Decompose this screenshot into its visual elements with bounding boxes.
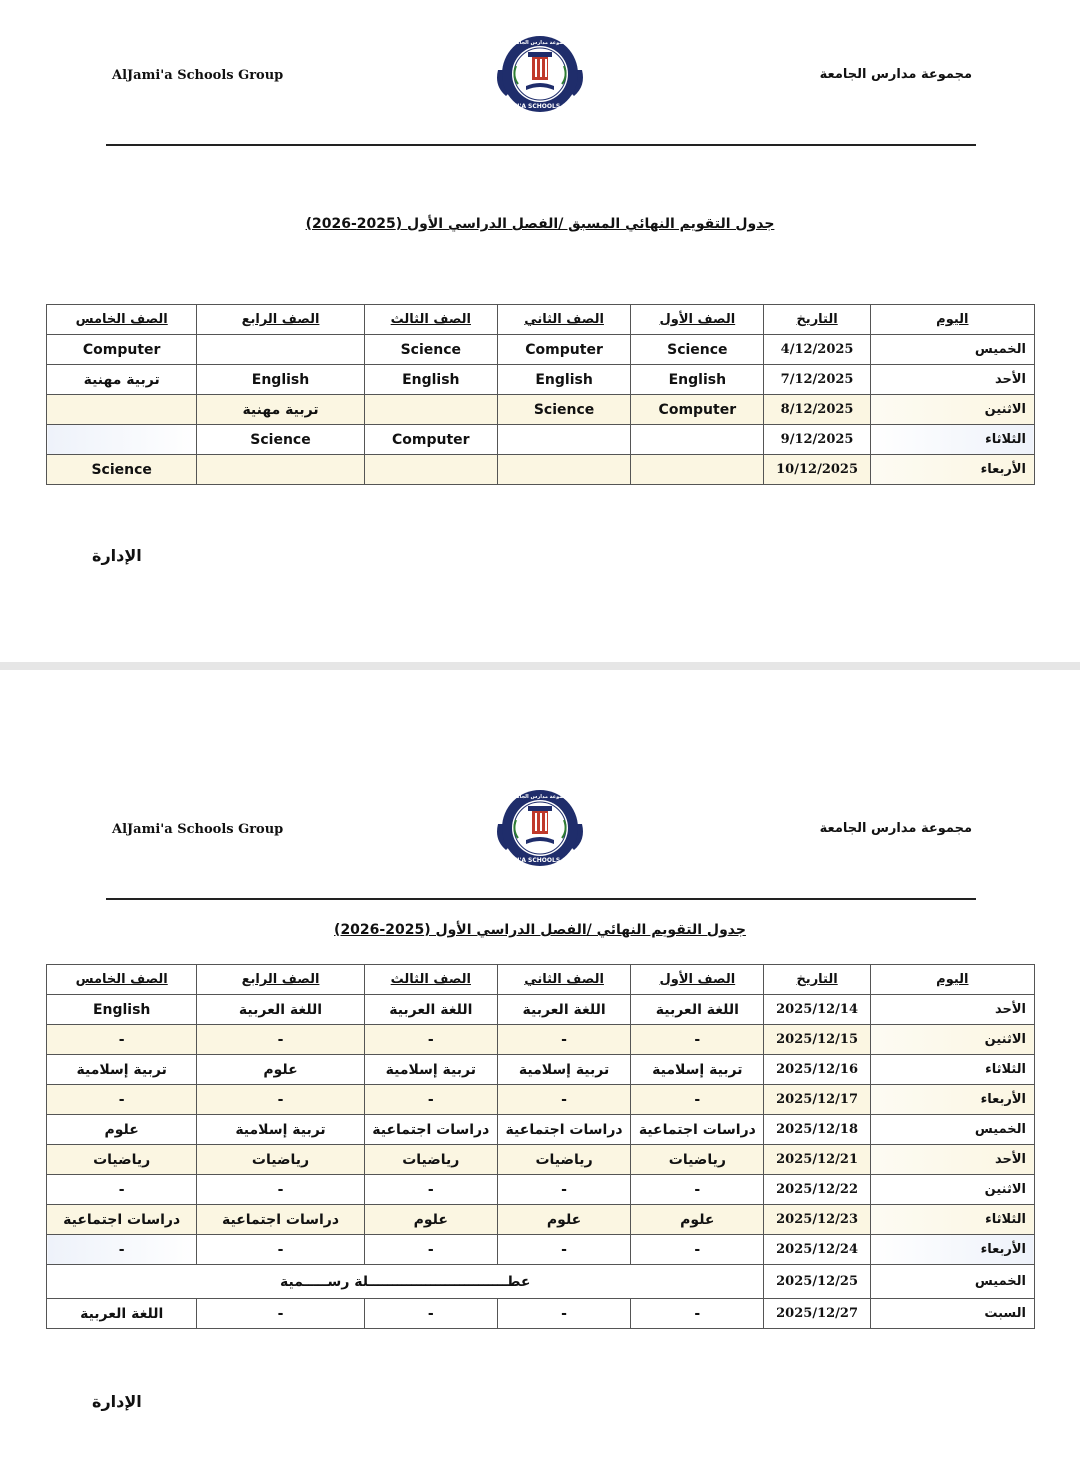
column-header: الصف الرابع [197, 965, 364, 995]
subject-cell: علوم [631, 1205, 764, 1235]
subject-cell: - [497, 1025, 630, 1055]
subject-cell: English [197, 365, 364, 395]
subject-cell: رياضيات [497, 1145, 630, 1175]
day-cell: الأربعاء [870, 1235, 1034, 1265]
column-header: التاريخ [764, 305, 870, 335]
table-row [47, 995, 1035, 1025]
subject-cell: علوم [497, 1205, 630, 1235]
subject-cell: - [197, 1299, 364, 1329]
subject-cell: - [47, 1085, 197, 1115]
date-cell: 2025/12/14 [764, 995, 870, 1025]
date-cell: 2025/12/24 [764, 1235, 870, 1265]
subject-cell: - [47, 1025, 197, 1055]
date-cell: 2025/12/23 [764, 1205, 870, 1235]
column-header: اليوم [870, 305, 1034, 335]
day-cell: الخميس [870, 1265, 1034, 1299]
subject-cell: - [197, 1235, 364, 1265]
subject-cell: - [197, 1175, 364, 1205]
day-cell: الأربعاء [870, 455, 1034, 485]
schedule-table [46, 304, 1035, 485]
subject-cell: - [497, 1085, 630, 1115]
table-header-row [47, 305, 1035, 335]
subject-cell: - [197, 1085, 364, 1115]
day-cell: السبت [870, 1299, 1034, 1329]
subject-cell: Computer [364, 425, 497, 455]
date-cell: 2025/12/25 [764, 1265, 870, 1299]
school-name-en: AlJami'a Schools Group [112, 68, 284, 83]
subject-cell: Computer [631, 395, 764, 425]
table-row [47, 365, 1035, 395]
subject-cell [497, 455, 630, 485]
subject-cell [197, 335, 364, 365]
subject-cell: English [497, 365, 630, 395]
column-header: الصف الثالث [364, 305, 497, 335]
header-rule [106, 898, 976, 900]
table-header-row [47, 965, 1035, 995]
subject-cell: تربية مهنية [47, 365, 197, 395]
day-cell: الخميس [870, 1115, 1034, 1145]
table-row [47, 425, 1035, 455]
holiday-row [47, 1265, 1035, 1299]
day-cell: الخميس [870, 335, 1034, 365]
logo-text-ar: مجموعة مدارس الجامعة [510, 794, 570, 800]
column-header: الصف الخامس [47, 965, 197, 995]
subject-cell [47, 395, 197, 425]
subject-cell [631, 425, 764, 455]
subject-cell: - [631, 1025, 764, 1055]
table-row [47, 1299, 1035, 1329]
date-cell: 4/12/2025 [764, 335, 870, 365]
day-cell: الاثنين [870, 395, 1034, 425]
date-cell: 2025/12/22 [764, 1175, 870, 1205]
subject-cell: Computer [497, 335, 630, 365]
subject-cell: تربية مهنية [197, 395, 364, 425]
page-separator [0, 662, 1080, 670]
column-header: اليوم [870, 965, 1034, 995]
column-header: الصف الثاني [497, 305, 630, 335]
column-header: الصف الأول [631, 965, 764, 995]
subject-cell: - [364, 1175, 497, 1205]
date-cell: 9/12/2025 [764, 425, 870, 455]
subject-cell: تربية إسلامية [364, 1055, 497, 1085]
date-cell: 2025/12/15 [764, 1025, 870, 1055]
column-header: الصف الثالث [364, 965, 497, 995]
day-cell: الأحد [870, 365, 1034, 395]
subject-cell: - [47, 1235, 197, 1265]
subject-cell: - [364, 1025, 497, 1055]
column-header: الصف الرابع [197, 305, 364, 335]
date-cell: 10/12/2025 [764, 455, 870, 485]
day-cell: الثلاثاء [870, 1055, 1034, 1085]
day-cell: الثلاثاء [870, 1205, 1034, 1235]
header-rule [106, 144, 976, 146]
subject-cell [197, 455, 364, 485]
subject-cell: رياضيات [47, 1145, 197, 1175]
subject-cell: تربية إسلامية [47, 1055, 197, 1085]
subject-cell: - [497, 1299, 630, 1329]
subject-cell: دراسات اجتماعية [47, 1205, 197, 1235]
subject-cell [631, 455, 764, 485]
date-cell: 8/12/2025 [764, 395, 870, 425]
school-name-ar: مجموعة مدارس الجامعة [819, 67, 972, 82]
schedule-table [46, 964, 1035, 1329]
schedule-title: جدول التقويم النهائي المسبق /الفصل الدراسي الأول (2025-2026) [305, 216, 775, 232]
subject-cell: Science [47, 455, 197, 485]
table-row [47, 455, 1035, 485]
subject-cell: دراسات اجتماعية [631, 1115, 764, 1145]
subject-cell: Science [197, 425, 364, 455]
date-cell: 2025/12/27 [764, 1299, 870, 1329]
subject-cell: رياضيات [364, 1145, 497, 1175]
subject-cell: English [47, 995, 197, 1025]
day-cell: الاثنين [870, 1175, 1034, 1205]
subject-cell [497, 425, 630, 455]
table-row [47, 1115, 1035, 1145]
subject-cell: تربية إسلامية [197, 1115, 364, 1145]
subject-cell: - [364, 1235, 497, 1265]
subject-cell [47, 425, 197, 455]
table-row [47, 1235, 1035, 1265]
subject-cell: تربية إسلامية [497, 1055, 630, 1085]
subject-cell: اللغة العربية [631, 995, 764, 1025]
school-name-en: AlJami'a Schools Group [112, 822, 284, 837]
school-logo [492, 784, 588, 872]
signature-administration: الإدارة [92, 1392, 142, 1411]
subject-cell: اللغة العربية [364, 995, 497, 1025]
signature-administration: الإدارة [92, 546, 142, 565]
subject-cell [364, 455, 497, 485]
schedule-title: جدول التقويم النهائي /الفصل الدراسي الأول (2025-2026) [334, 922, 746, 938]
day-cell: الأربعاء [870, 1085, 1034, 1115]
subject-cell: اللغة العربية [47, 1299, 197, 1329]
schedule-page-1 [0, 0, 1080, 662]
subject-cell: رياضيات [631, 1145, 764, 1175]
subject-cell: اللغة العربية [497, 995, 630, 1025]
table-row [47, 1205, 1035, 1235]
subject-cell: دراسات اجتماعية [364, 1115, 497, 1145]
subject-cell: - [364, 1085, 497, 1115]
subject-cell: دراسات اجتماعية [497, 1115, 630, 1145]
subject-cell: - [47, 1175, 197, 1205]
day-cell: الأحد [870, 995, 1034, 1025]
date-cell: 2025/12/21 [764, 1145, 870, 1175]
column-header: الصف الثاني [497, 965, 630, 995]
subject-cell: - [631, 1085, 764, 1115]
logo-text: AL JAMI'A SCHOOLS GROUP [493, 103, 587, 110]
school-logo [492, 30, 588, 118]
table-row [47, 1175, 1035, 1205]
subject-cell: - [497, 1175, 630, 1205]
subject-cell: - [497, 1235, 630, 1265]
logo-text-ar: مجموعة مدارس الجامعة [510, 40, 570, 46]
table-row [47, 1025, 1035, 1055]
column-header: الصف الخامس [47, 305, 197, 335]
logo-text: AL JAMI'A SCHOOLS GROUP [493, 857, 587, 864]
table-row [47, 395, 1035, 425]
date-cell: 2025/12/18 [764, 1115, 870, 1145]
date-cell: 7/12/2025 [764, 365, 870, 395]
date-cell: 2025/12/17 [764, 1085, 870, 1115]
day-cell: الاثنين [870, 1025, 1034, 1055]
subject-cell: English [364, 365, 497, 395]
table-row [47, 1085, 1035, 1115]
subject-cell: Science [364, 335, 497, 365]
subject-cell [364, 395, 497, 425]
school-name-ar: مجموعة مدارس الجامعة [819, 821, 972, 836]
subject-cell: - [364, 1299, 497, 1329]
day-cell: الأحد [870, 1145, 1034, 1175]
column-header: التاريخ [764, 965, 870, 995]
subject-cell: علوم [47, 1115, 197, 1145]
table-row [47, 1145, 1035, 1175]
subject-cell: Science [497, 395, 630, 425]
subject-cell: - [197, 1025, 364, 1055]
table-row [47, 335, 1035, 365]
date-cell: 2025/12/16 [764, 1055, 870, 1085]
subject-cell: English [631, 365, 764, 395]
subject-cell: - [631, 1235, 764, 1265]
day-cell: الثلاثاء [870, 425, 1034, 455]
subject-cell: علوم [364, 1205, 497, 1235]
subject-cell: - [631, 1299, 764, 1329]
subject-cell: Science [631, 335, 764, 365]
schedule-page-2 [0, 670, 1080, 1459]
table-row [47, 1055, 1035, 1085]
subject-cell: رياضيات [197, 1145, 364, 1175]
subject-cell: Computer [47, 335, 197, 365]
holiday-cell: عطـــــــــــــــــــــــــــــلة رســـــمية [47, 1265, 764, 1299]
column-header: الصف الأول [631, 305, 764, 335]
subject-cell: علوم [197, 1055, 364, 1085]
subject-cell: - [631, 1175, 764, 1205]
subject-cell: تربية إسلامية [631, 1055, 764, 1085]
subject-cell: دراسات اجتماعية [197, 1205, 364, 1235]
subject-cell: اللغة العربية [197, 995, 364, 1025]
